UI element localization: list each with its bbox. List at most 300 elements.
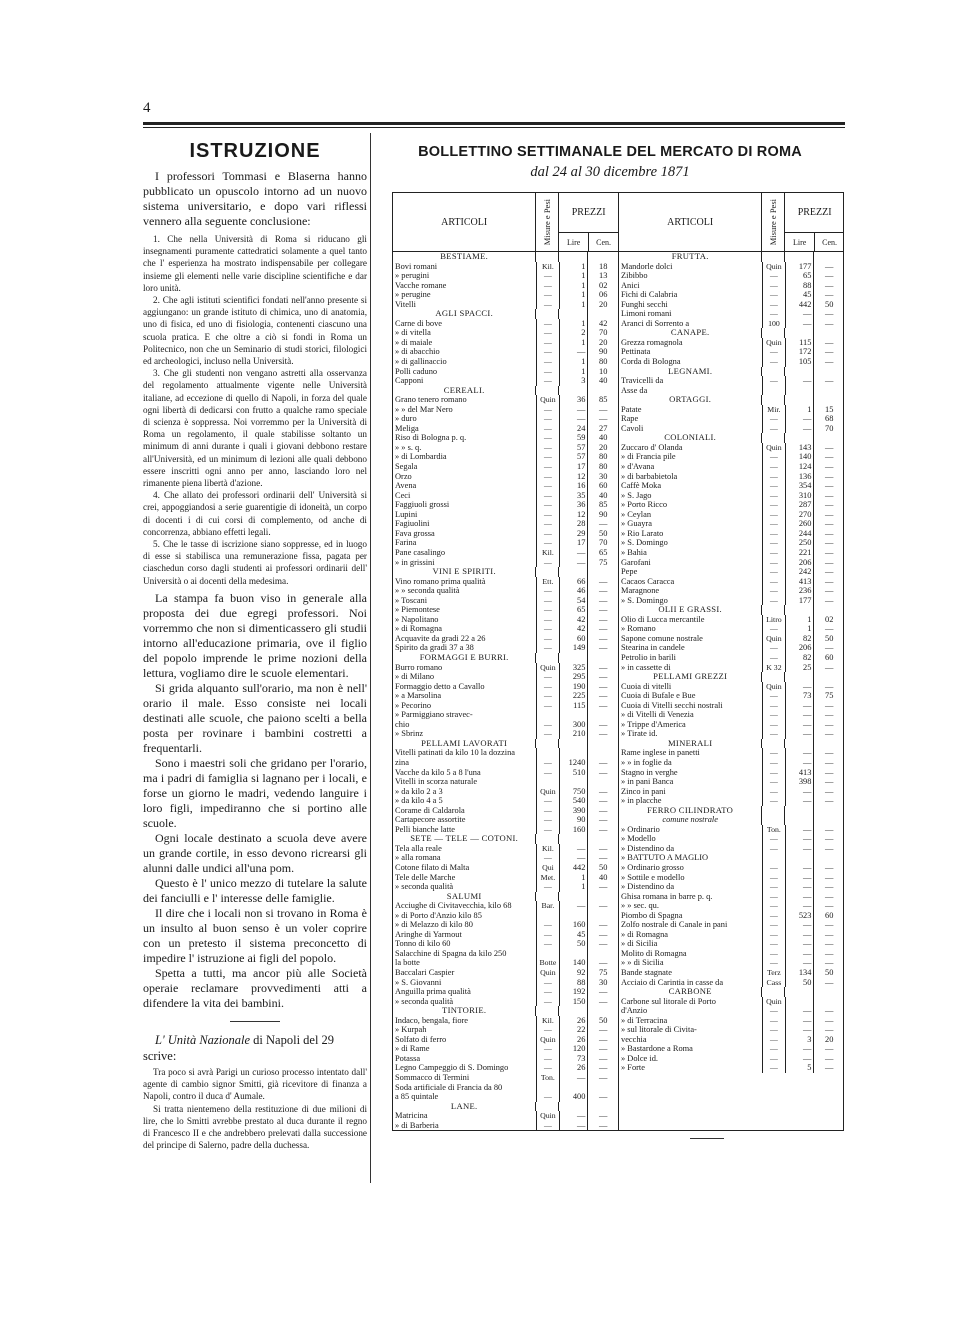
table-row — [393, 319, 618, 329]
table-row — [619, 691, 844, 701]
unit-cell: — — [536, 596, 559, 606]
left-column — [143, 140, 367, 1151]
lire-cell: 354 — [785, 481, 814, 491]
lire-cell: 90 — [559, 815, 588, 825]
article-name: » di abacchio — [395, 347, 440, 357]
article-name: » S. Jago — [621, 490, 652, 500]
category-heading-row — [619, 605, 844, 615]
cent-cell: — — [587, 1063, 618, 1073]
unit-cell: — — [762, 901, 785, 911]
table-row — [393, 1044, 618, 1054]
article-name: FERRO CILINDRATO — [647, 805, 734, 815]
lire-cell: — — [785, 701, 814, 711]
lire-cell: 225 — [559, 691, 588, 701]
unit-cell: — — [536, 978, 559, 988]
cent-cell: — — [587, 672, 618, 682]
lire-cell: 105 — [785, 357, 814, 367]
lire-cell: — — [559, 1073, 588, 1083]
unit-cell: — — [536, 930, 559, 940]
lire-cell: 45 — [785, 290, 814, 300]
table-row — [393, 958, 618, 968]
lire-cell: 206 — [785, 643, 814, 653]
lire-cell: 1 — [785, 405, 814, 415]
article-name: Vino romano prima qualità — [395, 576, 486, 586]
unit-cell: — — [762, 1016, 785, 1026]
table-row — [393, 978, 618, 988]
table-row — [619, 405, 844, 415]
table-row — [393, 624, 618, 634]
table-row — [393, 844, 618, 854]
cent-cell: 15 — [813, 405, 844, 415]
article-name: Acquavite da gradi 22 a 26 — [395, 633, 486, 643]
cent-cell: — — [813, 787, 844, 797]
cent-cell: — — [587, 701, 618, 711]
cent-cell: — — [587, 634, 618, 644]
lire-cell: 60 — [559, 634, 588, 644]
table-row — [393, 491, 618, 501]
unit-cell: — — [762, 347, 785, 357]
article-name: Vitelli patinati da kilo 10 la dozzina — [395, 748, 515, 758]
lire-cell — [558, 386, 587, 396]
cent-cell: — — [813, 567, 844, 577]
cent-cell: — — [813, 376, 844, 386]
lire-cell: 136 — [785, 472, 814, 482]
cent-cell: 20 — [587, 443, 618, 453]
unit-cell: — — [762, 710, 785, 720]
cent-cell — [587, 777, 618, 787]
cent-cell: 85 — [587, 395, 618, 405]
article-name: CARBONE — [668, 987, 712, 997]
unit-cell: 100 — [762, 319, 785, 329]
article-name: » Napolitano — [395, 614, 439, 624]
cent-cell: 20 — [587, 338, 618, 348]
lire-cell: — — [785, 414, 814, 424]
cent-cell: — — [813, 873, 844, 883]
article-name: Carne di bove — [395, 318, 442, 328]
top-rule-thin — [143, 127, 845, 128]
unit-cell: — — [762, 424, 785, 434]
table-row — [393, 901, 618, 911]
cent-cell: — — [813, 472, 844, 482]
lire-cell — [558, 252, 587, 262]
table-row — [619, 1063, 844, 1073]
article-name: Carbone sul litorale di Porto — [621, 996, 716, 1006]
cent-cell: — — [813, 1054, 844, 1064]
table-row — [619, 748, 844, 758]
cent-cell: — — [813, 538, 844, 548]
lire-cell — [558, 1102, 587, 1112]
lire-cell: 50 — [559, 939, 588, 949]
cent-cell: — — [587, 958, 618, 968]
lire-cell: 17 — [559, 462, 588, 472]
unit-cell: — — [762, 519, 785, 529]
lire-cell — [559, 710, 588, 720]
unit-cell: — — [536, 1025, 559, 1035]
category-heading-row — [393, 252, 618, 262]
lire-cell: 92 — [559, 968, 588, 978]
point-2: 2. Che agli istituti scientifici fondati nell'anno presente si aggiungano: un grande istituto di chimica, uno di anatomia, uno di fisica, ed uno di fisiologia, contenenti ciascuno una scuola pratica. E che oltre a ciò si fondi in Roma un Politecnico, non che un Seminario di studi storici, filologici ed archeologici, incluso nella Università. — [143, 295, 367, 367]
cent-cell: — — [587, 1073, 618, 1083]
table-row — [393, 939, 618, 949]
lire-cell: — — [785, 682, 814, 692]
unit-cell: — — [762, 376, 785, 386]
lire-cell: 73 — [785, 691, 814, 701]
unit-cell: — — [762, 643, 785, 653]
table-row — [619, 710, 844, 720]
table-row — [619, 1035, 844, 1045]
table-row — [619, 653, 844, 663]
lire-cell: 59 — [559, 433, 588, 443]
unit-cell: — — [536, 500, 559, 510]
table-row — [619, 281, 844, 291]
lire-cell: 250 — [785, 538, 814, 548]
table-row — [393, 548, 618, 558]
cent-cell — [587, 892, 618, 902]
cent-cell: 90 — [587, 510, 618, 520]
cent-cell: — — [587, 577, 618, 587]
cent-cell: 60 — [587, 481, 618, 491]
unit-cell — [535, 653, 558, 663]
unit-cell: — — [762, 863, 785, 873]
unit-cell: — — [536, 882, 559, 892]
unit-cell: — — [536, 997, 559, 1007]
table-row — [619, 472, 844, 482]
lire-cell — [558, 739, 587, 749]
cent-cell: — — [813, 510, 844, 520]
table-row — [393, 701, 618, 711]
article-name: Salacchine di Spagna da kilo 250 — [395, 948, 507, 958]
table-row — [393, 376, 618, 386]
unit-cell: — — [536, 357, 559, 367]
table-row — [393, 1063, 618, 1073]
cent-cell — [813, 806, 844, 816]
article-name: » Pecorino — [395, 700, 432, 710]
article-name: Acciaio di Carintia in casse da — [621, 977, 724, 987]
point-5: 5. Che le tasse di iscrizione siano soppresse, ed in luogo di esse si stabilisca una remunerazione fissa, pagata per ciaschedun corso dagli studenti ai professori ordinarii dell' Università o ai docenti della medesima. — [143, 539, 367, 586]
article-name: » in placche — [621, 796, 662, 806]
unit-cell — [761, 806, 784, 816]
unit-cell: — — [536, 682, 559, 692]
article-name: » di barbabietola — [621, 471, 678, 481]
lire-cell: 82 — [785, 653, 814, 663]
lire-cell: 1 — [559, 290, 588, 300]
article-name: AGLI SPACCI. — [435, 309, 494, 319]
cent-cell — [813, 997, 844, 1007]
unit-cell: Kil. — [536, 1016, 559, 1026]
lire-cell: — — [785, 796, 814, 806]
article-name: FRUTTA. — [671, 252, 709, 261]
table-row — [619, 586, 844, 596]
unit-cell: Mir. — [762, 405, 785, 415]
table-row — [393, 443, 618, 453]
body-paragraph: Si grida alquanto sull'orario, ma non è nell' orario il male. Esso consiste nei locali destinati alle scuole, che paiono scelti a bella posta per rovinare i bambini costretti a frequentarli. — [143, 680, 367, 755]
article-name: » in grissini — [395, 557, 435, 567]
lire-cell: 149 — [559, 643, 588, 653]
unit-cell: Quin — [762, 634, 785, 644]
lire-cell: — — [559, 901, 588, 911]
cent-cell: — — [587, 844, 618, 854]
cent-cell: — — [813, 949, 844, 959]
table-row — [393, 1035, 618, 1045]
article-name: » Distendino da — [621, 882, 675, 892]
cent-cell — [587, 386, 618, 396]
table-row — [393, 290, 618, 300]
table-row — [393, 634, 618, 644]
lire-cell: 143 — [785, 443, 814, 453]
unit-cell: — — [536, 815, 559, 825]
cent-cell: — — [587, 815, 618, 825]
right-column — [376, 140, 844, 1130]
unit-cell: — — [762, 510, 785, 520]
unit-cell: — — [762, 958, 785, 968]
article-name: comune nostrale — [662, 815, 718, 825]
lire-cell: — — [559, 414, 588, 424]
cent-cell: — — [587, 825, 618, 835]
cent-cell — [587, 567, 618, 577]
cent-cell: — — [813, 309, 844, 319]
lire-cell: 50 — [785, 978, 814, 988]
cent-cell: — — [813, 701, 844, 711]
lire-cell: 221 — [785, 548, 814, 558]
article-name: » alla romana — [395, 853, 441, 863]
lire-cell — [558, 567, 587, 577]
category-heading-row — [619, 367, 844, 377]
lire-cell — [784, 328, 813, 338]
cent-cell: 50 — [813, 968, 844, 978]
lire-cell: 413 — [785, 768, 814, 778]
article-name: Maragnone — [621, 586, 660, 596]
table-row — [619, 796, 844, 806]
cent-cell: — — [813, 863, 844, 873]
article-name: Fagiuolini — [395, 519, 430, 529]
unit-cell: — — [762, 911, 785, 921]
cent-cell — [813, 395, 844, 405]
table-row — [393, 452, 618, 462]
category-heading-row — [393, 567, 618, 577]
lire-cell — [558, 892, 587, 902]
article-name: d'Anzio — [621, 1006, 648, 1016]
table-row — [393, 863, 618, 873]
cent-cell: — — [587, 939, 618, 949]
table-row — [619, 271, 844, 281]
cent-cell: 40 — [587, 873, 618, 883]
cent-cell: — — [813, 978, 844, 988]
cent-cell: — — [813, 548, 844, 558]
table-row — [619, 338, 844, 348]
table-row — [619, 643, 844, 653]
unit-cell: Quin — [536, 787, 559, 797]
lire-cell: — — [785, 1025, 814, 1035]
article-name: » » in foglie da — [621, 757, 672, 767]
lire-cell — [784, 672, 813, 682]
cent-cell: — — [813, 834, 844, 844]
article-name: » Bastardone a Roma — [621, 1044, 693, 1054]
unit-cell: — — [536, 529, 559, 539]
unit-cell: — — [762, 586, 785, 596]
lire-cell: 260 — [785, 519, 814, 529]
article-name: Stagno in verghe — [621, 767, 678, 777]
lire-cell: 1 — [559, 319, 588, 329]
table-row — [619, 978, 844, 988]
article-name: Garofani — [621, 557, 651, 567]
unit-cell: — — [536, 338, 559, 348]
table-row — [619, 376, 844, 386]
cent-cell — [587, 710, 618, 720]
table-row — [393, 424, 618, 434]
cent-cell: — — [813, 577, 844, 587]
unit-cell: — — [536, 987, 559, 997]
cent-cell: — — [813, 958, 844, 968]
cent-cell: 65 — [587, 548, 618, 558]
cent-cell: 80 — [587, 462, 618, 472]
unit-cell: — — [762, 758, 785, 768]
table-row — [393, 920, 618, 930]
category-heading-row — [619, 433, 844, 443]
header-articoli: ARTICOLI — [441, 216, 488, 228]
lire-cell: — — [785, 949, 814, 959]
header-prezzi: PREZZI Lire Cen. — [558, 193, 618, 251]
unit-cell: Bar. — [536, 901, 559, 911]
article-name: Formaggio detto a Cavallo — [395, 681, 485, 691]
lire-cell — [784, 806, 813, 816]
article-name: » » del Mar Nero — [395, 404, 453, 414]
table-row — [619, 882, 844, 892]
unit-cell: — — [536, 472, 559, 482]
unit-cell: — — [762, 930, 785, 940]
article-name: Faggiuoli grossi — [395, 500, 450, 510]
cent-cell — [587, 911, 618, 921]
article-name: Segala — [395, 462, 418, 472]
table-row — [393, 672, 618, 682]
unit-cell: — — [536, 939, 559, 949]
lire-cell — [558, 653, 587, 663]
unit-cell: — — [762, 1044, 785, 1054]
lire-cell — [784, 739, 813, 749]
unit-cell: — — [762, 548, 785, 558]
article-name: Bande stagnate — [621, 968, 672, 978]
lire-cell: 35 — [559, 491, 588, 501]
top-rule — [143, 122, 845, 125]
unit-cell: — — [762, 834, 785, 844]
article-name: Ceci — [395, 490, 411, 500]
unit-cell: — — [762, 558, 785, 568]
unit-cell: — — [536, 481, 559, 491]
table-row — [393, 748, 618, 758]
article-name: » Dolce id. — [621, 1053, 658, 1063]
unit-cell — [762, 386, 785, 396]
lire-cell: 140 — [559, 958, 588, 968]
cent-cell: — — [813, 930, 844, 940]
unit-cell: Terz — [762, 968, 785, 978]
table-row — [393, 768, 618, 778]
unit-cell — [761, 328, 784, 338]
cent-cell: 50 — [587, 863, 618, 873]
article-name: Stearina in candele — [621, 643, 685, 653]
table-row — [619, 853, 844, 863]
lire-cell: — — [559, 558, 588, 568]
citation-intro — [143, 1032, 367, 1064]
article-name: Zuccaro d' Olanda — [621, 442, 683, 452]
article-name: » di Romagna — [621, 929, 668, 939]
unit-cell: — — [536, 1063, 559, 1073]
article-name: PELLAMI GREZZI — [653, 672, 728, 682]
article-name: » Romano — [621, 624, 656, 634]
table-row — [393, 529, 618, 539]
unit-cell: — — [762, 452, 785, 462]
article-name: » di gallinaccio — [395, 357, 447, 367]
lire-cell: — — [559, 1111, 588, 1121]
lire-cell: 190 — [559, 682, 588, 692]
table-row — [619, 424, 844, 434]
unit-cell: — — [762, 281, 785, 291]
lire-cell: 177 — [785, 262, 814, 272]
table-row — [393, 414, 618, 424]
unit-cell: — — [762, 577, 785, 587]
article-name: Soda artificiale di Francia da 80 — [395, 1082, 503, 1092]
lire-cell: 1 — [559, 357, 588, 367]
lire-cell: — — [559, 347, 588, 357]
lire-cell: 5 — [785, 1063, 814, 1073]
unit-cell: — — [762, 624, 785, 634]
lire-cell: 398 — [785, 777, 814, 787]
cent-cell: — — [813, 481, 844, 491]
category-heading-row — [619, 672, 844, 682]
table-row — [393, 338, 618, 348]
unit-cell: — — [536, 300, 559, 310]
lire-cell: 88 — [559, 978, 588, 988]
cent-cell: 06 — [587, 290, 618, 300]
unit-cell: — — [536, 328, 559, 338]
article-name: Vacche da kilo 5 a 8 l'una — [395, 767, 481, 777]
unit-cell: — — [762, 567, 785, 577]
unit-cell: — — [536, 452, 559, 462]
cent-cell: — — [587, 605, 618, 615]
article-name: Funghi secchi — [621, 299, 668, 309]
header-lire: Lire — [793, 237, 807, 247]
table-row — [619, 596, 844, 606]
cent-cell: — — [813, 825, 844, 835]
article-name: » Tirate id. — [621, 729, 658, 739]
article-name: » di Lombardia — [395, 452, 447, 462]
cent-cell: 90 — [587, 347, 618, 357]
lire-cell: 26 — [559, 1063, 588, 1073]
unit-cell: — — [762, 300, 785, 310]
table-row — [393, 481, 618, 491]
unit-cell: — — [536, 1121, 559, 1131]
table-row — [619, 558, 844, 568]
lire-cell: 206 — [785, 558, 814, 568]
cent-cell — [813, 987, 844, 997]
unit-cell: — — [762, 1035, 785, 1045]
cent-cell: 70 — [587, 538, 618, 548]
article-name: Cuoia di Vitelli secchi nostrali — [621, 700, 723, 710]
table-row — [619, 634, 844, 644]
lire-cell: 25 — [785, 663, 814, 673]
lire-cell: 12 — [559, 472, 588, 482]
table-row — [619, 357, 844, 367]
unit-cell: Met. — [536, 873, 559, 883]
lire-cell: — — [785, 710, 814, 720]
citation-paragraph: Tra poco si avrà Parigi un curioso processo intentato dall' agente di cambio signor Smitti, già ricevitore di finanza a Napoli, contro il duca d' Aumale. — [143, 1066, 367, 1102]
unit-cell: — — [536, 1054, 559, 1064]
lire-cell: 82 — [785, 634, 814, 644]
article-name: Olio di Lucca mercantile — [621, 614, 705, 624]
point-1: 1. Che nella Università di Roma si riducano gli insegnamenti puramente cattedratici solamente a quel tanto che l' esperienza ha mostrato indispensabile per collegare insieme gli elementi nelle varie discipline scientifiche e dar loro unità. — [143, 234, 367, 293]
unit-cell: Quin — [762, 338, 785, 348]
cent-cell: — — [587, 1054, 618, 1064]
lire-cell: — — [785, 873, 814, 883]
cent-cell: — — [813, 643, 844, 653]
